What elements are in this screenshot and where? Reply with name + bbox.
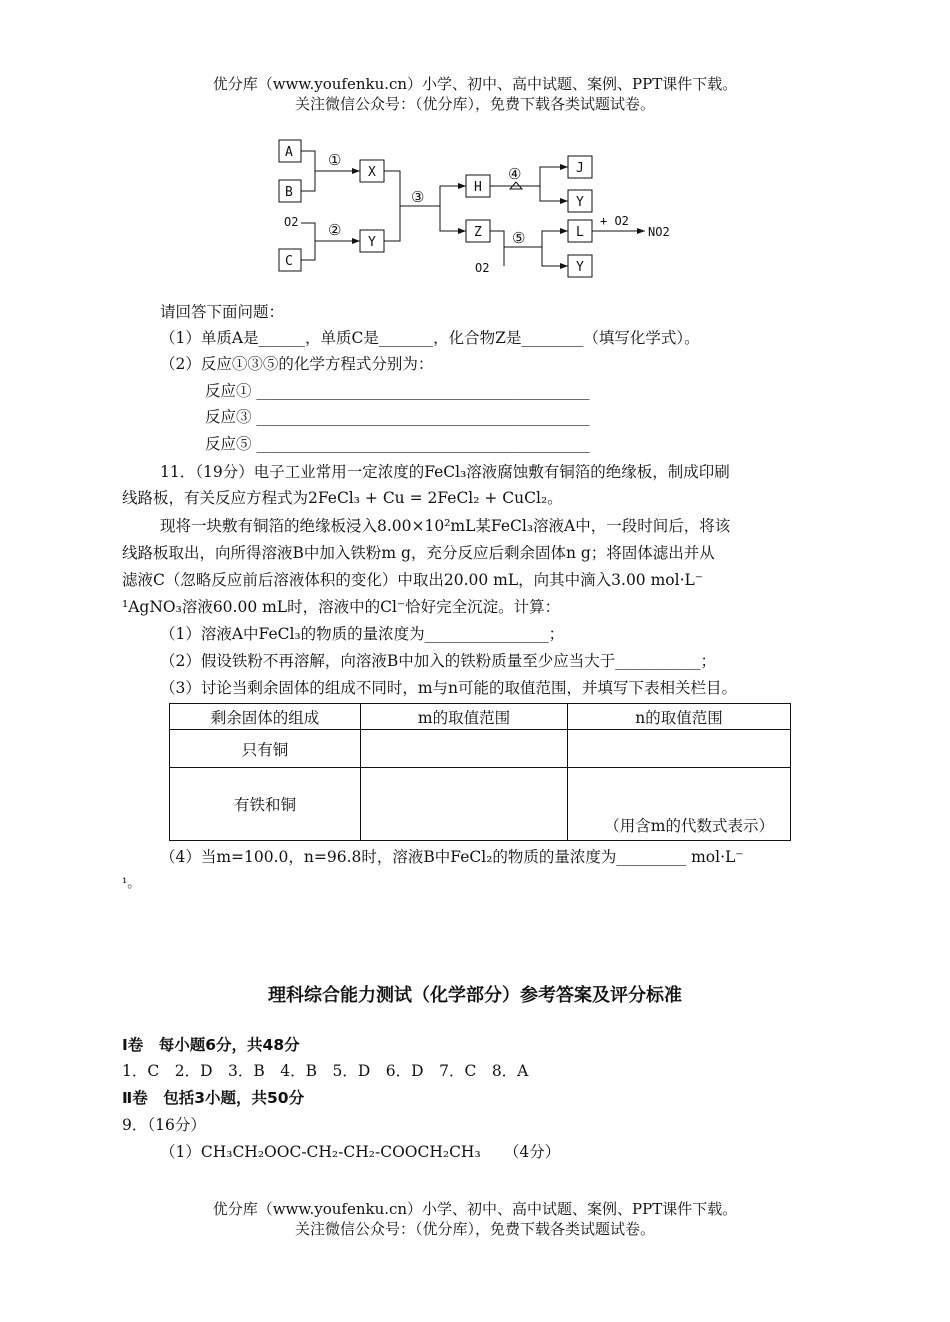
page-header-line-1: 优分库（www.youfenku.cn）小学、初中、高中试题、案例、PPT课件下载。 — [212, 75, 738, 93]
q10-intro: 请回答下面问题： — [160, 303, 285, 321]
answer-q9-part-1: （1）CH₃CH₂OOC-CH₂-CH₂-COOCH₂CH₃ （4分） — [160, 1143, 561, 1161]
table-cell-m-copper[interactable] — [361, 730, 568, 768]
label-no2: NO2 — [648, 225, 670, 239]
label-b: B — [285, 185, 293, 200]
label-j: J — [576, 161, 584, 176]
reaction-4-label: ④ — [508, 165, 522, 183]
label-o2-left: O2 — [284, 215, 299, 229]
q10-reaction-1: 反应① ___________________________________________ — [205, 382, 590, 400]
q10-part-2: （2）反应①③⑤的化学方程式分别为： — [160, 355, 434, 373]
label-c: C — [285, 254, 293, 269]
q11-sub-1: （1）溶液A中FeCl₃的物质的量浓度为________________； — [160, 625, 565, 643]
label-z: Z — [474, 225, 482, 240]
q10-reaction-5: 反应⑤ ___________________________________________ — [205, 435, 590, 453]
table-cell-m-iron-copper[interactable] — [361, 768, 568, 841]
page-header-line-2: 关注微信公众号：（优分库），免费下载各类试题试卷。 — [294, 95, 655, 113]
q11-line-4: 线路板取出，向所得溶液B中加入铁粉m g，充分反应后剩余固体n g；将固体滤出并从 — [122, 544, 715, 562]
table-row-label-iron-copper: 有铁和铜 — [170, 768, 361, 841]
reaction-flow-diagram — [270, 132, 700, 282]
answer-choices: 1．C 2．D 3．B 4．B 5．D 6．D 7．C 8．A — [122, 1062, 529, 1080]
label-y2: Y — [576, 195, 584, 210]
table-cell-n-iron-copper[interactable] — [568, 768, 791, 841]
table-header: 剩余固体的组成 — [170, 704, 361, 730]
q11-sub-3: （3）讨论当剩余固体的组成不同时，m与n可能的取值范围，并填写下表相关栏目。 — [160, 679, 738, 697]
page-footer-line-1: 优分库（www.youfenku.cn）小学、初中、高中试题、案例、PPT课件下载。 — [212, 1200, 738, 1218]
label-a: A — [285, 145, 293, 160]
label-l: L — [576, 225, 584, 240]
table-cell-n-copper[interactable] — [568, 730, 791, 768]
label-y3: Y — [576, 260, 584, 275]
answer-part-1-heading: Ⅰ卷 每小题6分，共48分 — [122, 1036, 300, 1054]
q11-line-2: 线路板，有关反应方程式为2FeCl₃ + Cu = 2FeCl₂ + CuCl₂。 — [122, 489, 563, 507]
q11-sub-2: （2）假设铁粉不再溶解，向溶液B中加入的铁粉质量至少应当大于___________； — [160, 652, 717, 670]
page-footer-line-2: 关注微信公众号：（优分库），免费下载各类试题试卷。 — [294, 1220, 655, 1238]
label-plus-o2: + O2 — [600, 214, 629, 228]
q11-line-3: 现将一块敷有铜箔的绝缘板浸入8.00×10²mL某FeCl₃溶液A中，一段时间后，将该 — [160, 517, 731, 535]
q10-part-1: （1）单质A是______，单质C是_______，化合物Z是________（填写化学式）。 — [160, 329, 700, 347]
reaction-3-label: ③ — [411, 188, 425, 206]
label-h: H — [474, 180, 482, 195]
table-header: n的取值范围 — [568, 704, 791, 730]
q11-line-5: 滤液C（忽略反应前后溶液体积的变化）中取出20.00 mL，向其中滴入3.00 mol·L⁻ — [122, 571, 703, 589]
answer-title: 理科综合能力测试（化学部分）参考答案及评分标准 — [268, 985, 682, 1006]
answer-part-2-heading: Ⅱ卷 包括3小题，共50分 — [122, 1089, 305, 1107]
reaction-5-label: ⑤ — [512, 229, 526, 247]
reaction-1-label: ① — [328, 151, 342, 169]
solid-composition-table — [169, 703, 791, 841]
answer-q9-heading: 9．（16分） — [122, 1116, 206, 1134]
label-x: X — [368, 165, 376, 180]
reaction-2-label: ② — [328, 221, 342, 239]
q11-sub-4: （4）当m=100.0，n=96.8时，溶液B中FeCl₂的物质的量浓度为_________ mol·L⁻ — [160, 848, 744, 866]
table-row-label-copper: 只有铜 — [170, 730, 361, 768]
q10-reaction-3: 反应③ ___________________________________________ — [205, 408, 590, 426]
label-o2-bottom: O2 — [475, 261, 490, 275]
table-header: m的取值范围 — [361, 704, 568, 730]
q11-sub-4-end: ¹。 — [122, 876, 141, 891]
q11-line-1: 11．（19分）电子工业常用一定浓度的FeCl₃溶液腐蚀敷有铜箔的绝缘板，制成印刷 — [160, 463, 730, 481]
table-note: （用含m的代数式表示） — [604, 817, 774, 835]
q11-line-6: ¹AgNO₃溶液60.00 mL时，溶液中的Cl⁻恰好完全沉淀。计算： — [122, 598, 561, 616]
label-y1: Y — [368, 235, 376, 250]
